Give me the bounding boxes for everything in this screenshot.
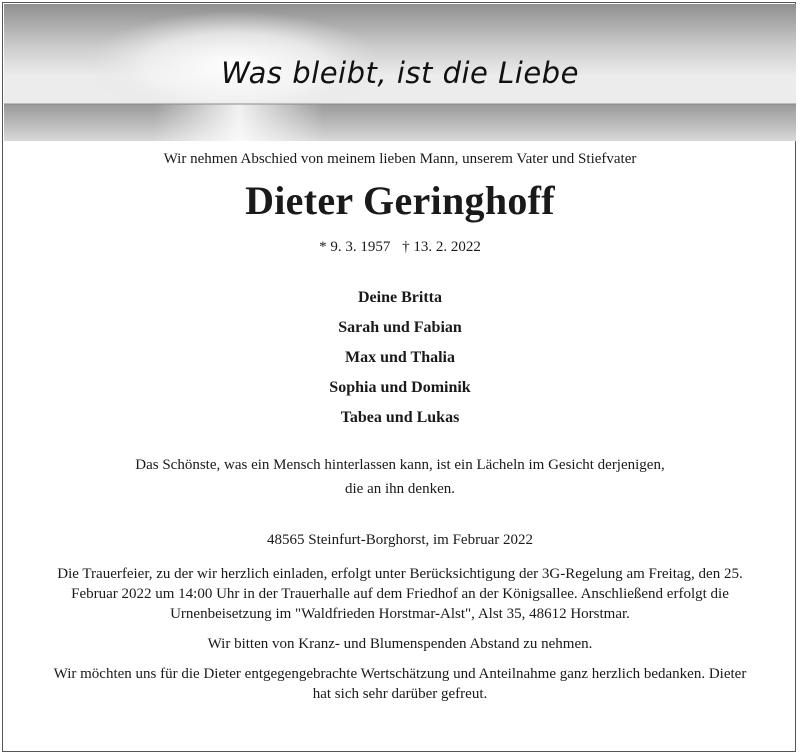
family-member: Max und Thalia xyxy=(345,349,455,366)
family-member: Tabea und Lukas xyxy=(340,409,460,426)
death-date: † 13. 2. 2022 xyxy=(402,239,481,255)
birth-date: * 9. 3. 1957 xyxy=(319,239,391,255)
sea-sunset-banner xyxy=(4,4,796,141)
family-member: Sarah und Fabian xyxy=(338,319,462,336)
intro-text: Wir nehmen Abschied von meinem lieben Mann, unserem Vater und Stiefvater xyxy=(163,151,637,167)
thanks-note: Wir möchten uns für die Dieter entgegengebrachte Wertschätzung und Anteilnahme ganz herzlich bedanken. Dieter hat sich sehr darüber gefreut. xyxy=(53,666,747,702)
notice-body xyxy=(3,149,797,704)
family-member: Sophia und Dominik xyxy=(329,379,471,396)
quote-line: die an ihn denken. xyxy=(345,481,455,497)
deceased-name: Dieter Geringhoff xyxy=(245,178,555,223)
obituary-notice xyxy=(2,2,796,752)
ceremony-details: Die Trauerfeier, zu der wir herzlich einladen, erfolgt unter Berücksichtigung der 3G-Regelung am Freitag, den 25. Februar 2022 um 14:00 Uhr in der Trauerhalle auf dem Friedhof an der Königsallee. Anschließend erfolgt die Urnenbeisetzung im "Waldfrieden Horstmar-Alst", Alst 35, 48612 Horstmar. xyxy=(57,566,743,622)
family-list xyxy=(3,283,797,433)
quote xyxy=(3,453,797,501)
family-member: Deine Britta xyxy=(358,289,442,306)
quote-line: Das Schönste, was ein Mensch hinterlassen kann, ist ein Lächeln im Gesicht derjenigen, xyxy=(135,457,665,473)
place-date: 48565 Steinfurt-Borghorst, im Februar 2022 xyxy=(267,532,533,548)
motto-heading: Was bleibt, ist die Liebe xyxy=(221,56,579,90)
flowers-note: Wir bitten von Kranz- und Blumenspenden Abstand zu nehmen. xyxy=(207,636,593,652)
life-dates xyxy=(3,237,797,257)
